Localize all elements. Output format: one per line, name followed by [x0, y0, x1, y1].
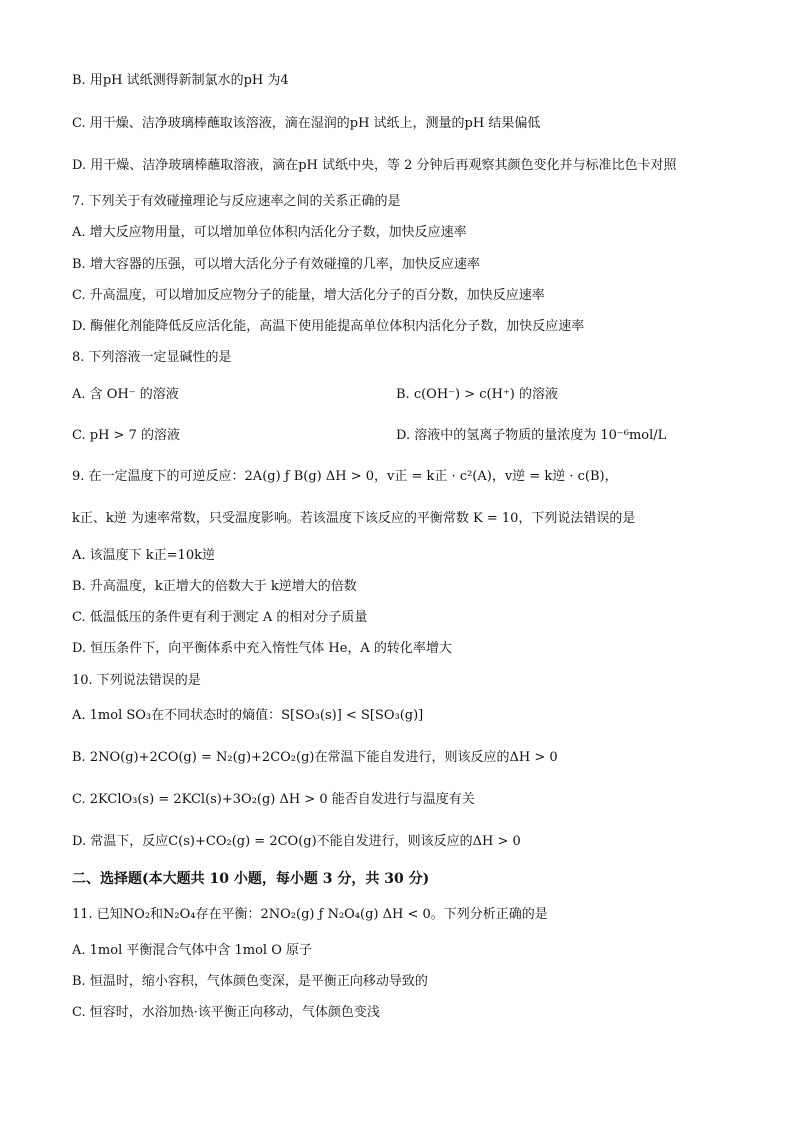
option-10c: C. 2KClO₃(s) = 2KCl(s)+3O₂(g) ΔH > 0 能否自发进行与温度有关 [72, 792, 475, 807]
question-7: 7. 下列关于有效碰撞理论与反应速率之间的关系正确的是 [72, 194, 401, 209]
option-11c: C. 恒容时，水浴加热·该平衡正向移动，气体颜色变浅 [72, 1005, 380, 1020]
option-10b: B. 2NO(g)+2CO(g) = N₂(g)+2CO₂(g)在常温下能自发进行，则该反应的ΔH > 0 [72, 750, 558, 765]
option-9a: A. 该温度下 k正=10k逆 [72, 548, 215, 563]
question-9: 9. 在一定温度下的可逆反应：2A(g) ƒ B(g) ΔH > 0，v正 = k正 · c²(A)，v逆 = k逆 · c(B)， [72, 469, 618, 484]
question-11: 11. 已知NO₂和N₂O₄存在平衡：2NO₂(g) ƒ N₂O₄(g) ΔH < 0。下列分析正确的是 [72, 907, 548, 922]
option-9d: D. 恒压条件下，向平衡体系中充入惰性气体 He，A 的转化率增大 [72, 641, 452, 656]
section-2-heading: 二、选择题(本大题共 10 小题，每小题 3 分，共 30 分) [72, 871, 430, 887]
option-8d: D. 溶液中的氢离子物质的量浓度为 10⁻⁶mol/L [396, 428, 667, 443]
question-10: 10. 下列说法错误的是 [72, 673, 201, 688]
option-8c: C. pH > 7 的溶液 [72, 428, 180, 443]
option-7d: D. 酶催化剂能降低反应活化能，高温下使用能提高单位体积内活化分子数，加快反应速率 [72, 319, 585, 334]
option-9b: B. 升高温度，k正增大的倍数大于 k逆增大的倍数 [72, 579, 357, 594]
option-8a: A. 含 OH⁻ 的溶液 [72, 387, 179, 402]
question-8: 8. 下列溶液一定显碱性的是 [72, 350, 232, 365]
option-9c: C. 低温低压的条件更有利于测定 A 的相对分子质量 [72, 610, 368, 625]
option-10d: D. 常温下，反应C(s)+CO₂(g) = 2CO(g)不能自发进行，则该反应的ΔH > 0 [72, 834, 521, 849]
option-6d: D. 用干燥、洁净玻璃棒蘸取溶液，滴在pH 试纸中央，等 2 分钟后再观察其颜色变化并与标准比色卡对照 [72, 158, 677, 173]
option-11b: B. 恒温时，缩小容积，气体颜色变深，是平衡正向移动导致的 [72, 974, 428, 989]
option-7c: C. 升高温度，可以增加反应物分子的能量，增大活化分子的百分数，加快反应速率 [72, 288, 545, 303]
option-6b: B. 用pH 试纸测得新制氯水的pH 为4 [72, 73, 289, 88]
option-6c: C. 用干燥、洁净玻璃棒蘸取该溶液，滴在湿润的pH 试纸上，测量的pH 结果偏低 [72, 116, 541, 131]
option-10a: A. 1mol SO₃在不同状态时的熵值：S[SO₃(s)] < S[SO₃(g)] [72, 708, 424, 723]
option-7a: A. 增大反应物用量，可以增加单位体积内活化分子数，加快反应速率 [72, 225, 467, 240]
question-9-continued: k正、k逆 为速率常数，只受温度影响。若该温度下该反应的平衡常数 K = 10，下列说法错误的是 [72, 511, 636, 526]
option-7b: B. 增大容器的压强，可以增大活化分子有效碰撞的几率，加快反应速率 [72, 257, 480, 272]
option-11a: A. 1mol 平衡混合气体中含 1mol O 原子 [72, 943, 313, 958]
option-8b: B. c(OH⁻) > c(H⁺) 的溶液 [396, 387, 559, 402]
